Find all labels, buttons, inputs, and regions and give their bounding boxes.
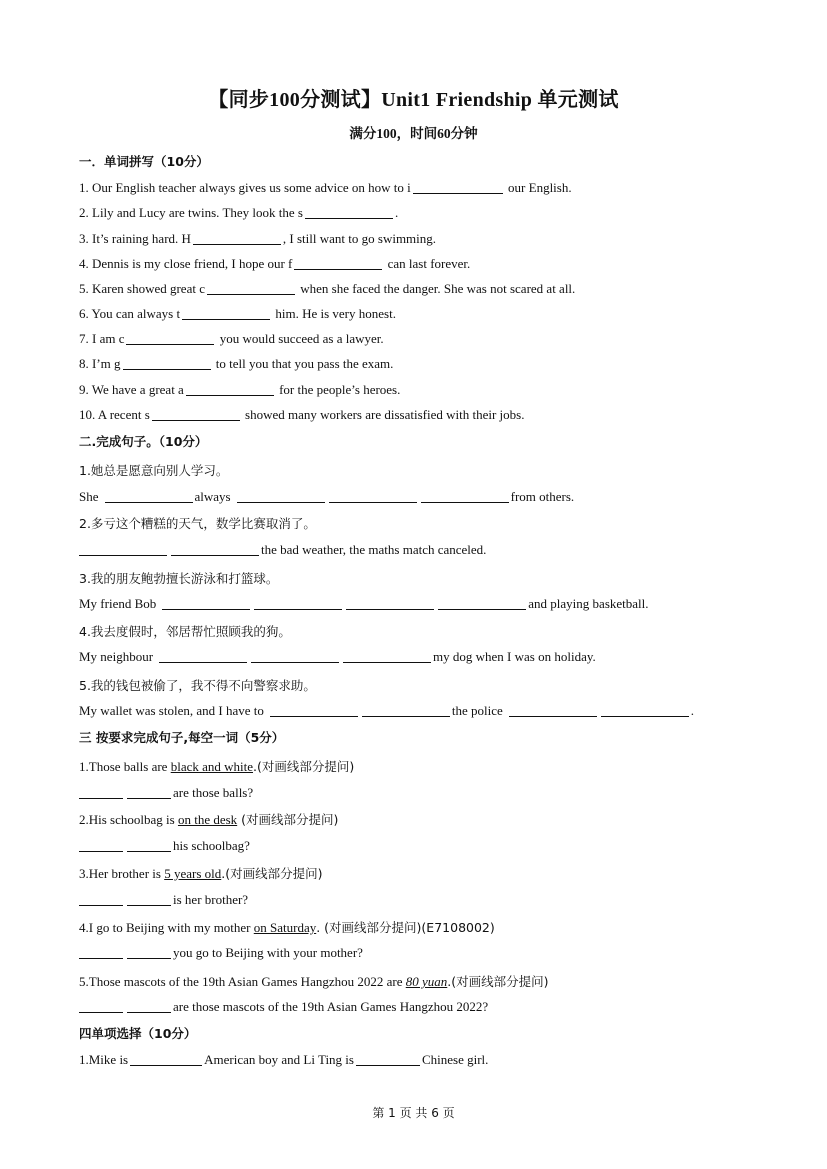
question-2-3 [79, 596, 649, 612]
question-2-4-chinese: 4.我去度假时，邻居帮忙照顾我的狗。 [79, 624, 291, 639]
answer-blank[interactable] [127, 785, 171, 799]
question-text: for the people’s heroes. [275, 382, 401, 397]
question-3-4 [79, 918, 495, 936]
question-text: . [690, 703, 694, 718]
answer-blank[interactable] [294, 256, 382, 270]
question-text: our English. [504, 180, 572, 195]
question-text: 1.Mike is [79, 1052, 129, 1067]
answer-blank[interactable] [413, 180, 503, 194]
question-text: 6. You can always t [79, 306, 181, 321]
answer-blank[interactable] [79, 892, 123, 906]
question-text: 3.Her brother is [79, 866, 165, 881]
question-2-3-chinese: 3.我的朋友鲍勃擅长游泳和打篮球。 [79, 571, 279, 586]
question-3-2 [79, 810, 338, 828]
question-2-1 [79, 489, 574, 505]
question-1-1 [79, 180, 572, 196]
section-heading-3: 三 按要求完成句子,每空一词（5分） [79, 730, 285, 745]
answer-3-2 [79, 838, 250, 854]
question-text: him. He is very honest. [272, 306, 396, 321]
question-text: when she faced the danger. She was not scared at all. [296, 281, 576, 296]
answer-blank[interactable] [237, 489, 325, 503]
question-text: and playing basketball. [528, 596, 649, 611]
section-heading-4: 四单项选择（10分） [79, 1026, 197, 1041]
question-instruction: .(对画线部分提问) [221, 866, 323, 881]
question-text: 2.His schoolbag is [79, 812, 178, 827]
question-text: 4. Dennis is my close friend, I hope our f [79, 256, 293, 271]
question-instruction: (对画线部分提问) [237, 812, 339, 827]
answer-3-3 [79, 892, 248, 908]
answer-blank[interactable] [79, 838, 123, 852]
answer-text: is her brother? [173, 892, 249, 907]
underlined-phrase: 5 years old [164, 866, 222, 881]
answer-blank[interactable] [421, 489, 509, 503]
underlined-phrase: black and white [170, 759, 254, 774]
question-1-5 [79, 281, 575, 297]
question-text: My friend Bob [79, 596, 157, 611]
question-text: 5. Karen showed great c [79, 281, 205, 296]
question-text: 10. A recent s [79, 407, 150, 422]
answer-blank[interactable] [126, 331, 214, 345]
page-title: 【同步100分测试】Unit1 Friendship 单元测试 [208, 89, 619, 111]
question-1-9 [79, 382, 400, 398]
question-text: American boy and Li Ting is [204, 1052, 354, 1067]
question-text: can last forever. [384, 256, 471, 271]
question-instruction: .(对画线部分提问) [253, 759, 355, 774]
answer-blank[interactable] [270, 703, 358, 717]
question-text: 1.Those balls are [79, 759, 171, 774]
question-text: you would succeed as a lawyer. [216, 331, 384, 346]
question-text: 9. We have a great a [79, 382, 184, 397]
answer-blank[interactable] [182, 306, 270, 320]
section-heading-2: 二.完成句子。（10分） [79, 434, 208, 449]
question-text: the police [451, 703, 503, 718]
question-text: showed many workers are dissatisfied with their jobs. [241, 407, 525, 422]
underlined-phrase: 80 yuan [405, 974, 448, 989]
question-1-7 [79, 331, 384, 347]
answer-blank[interactable] [127, 999, 171, 1013]
question-text: to tell you that you pass the exam. [212, 356, 394, 371]
question-3-1 [79, 757, 354, 775]
answer-blank[interactable] [152, 407, 240, 421]
answer-blank[interactable] [251, 649, 339, 663]
question-1-6 [79, 306, 396, 322]
answer-blank[interactable] [438, 596, 526, 610]
answer-blank[interactable] [127, 892, 171, 906]
answer-blank[interactable] [79, 542, 167, 556]
question-2-1-chinese: 1.她总是愿意向别人学习。 [79, 463, 229, 478]
question-text: 7. I am c [79, 331, 125, 346]
question-1-8 [79, 356, 393, 372]
question-text: Chinese girl. [421, 1052, 489, 1067]
answer-text: you go to Beijing with your mother? [173, 945, 363, 960]
question-text: My neighbour [79, 649, 154, 664]
question-text: 3. It’s raining hard. H [79, 231, 191, 246]
question-instruction: .(对画线部分提问) [447, 974, 549, 989]
answer-blank[interactable] [130, 1052, 202, 1066]
question-2-2 [79, 542, 486, 558]
question-3-5 [79, 972, 549, 990]
question-text: , I still want to go swimming. [282, 231, 437, 246]
answer-3-5 [79, 999, 488, 1015]
answer-text: are those balls? [173, 785, 254, 800]
answer-3-1 [79, 785, 253, 801]
question-2-2-chinese: 2.多亏这个糟糕的天气，数学比赛取消了。 [79, 516, 316, 531]
answer-blank[interactable] [105, 489, 193, 503]
answer-blank[interactable] [207, 281, 295, 295]
question-1-2 [79, 205, 398, 221]
question-text: . [394, 205, 399, 220]
answer-text: are those mascots of the 19th Asian Games Hangzhou 2022? [173, 999, 489, 1014]
answer-blank[interactable] [162, 596, 250, 610]
question-text: the bad weather, the maths match canceled. [261, 542, 487, 557]
page-footer: 第 1 页 共 6 页 [372, 1106, 455, 1120]
answer-blank[interactable] [159, 649, 247, 663]
answer-blank[interactable] [79, 999, 123, 1013]
answer-blank[interactable] [127, 945, 171, 959]
question-text: always [194, 489, 231, 504]
question-instruction: . (对画线部分提问)(E7108002) [316, 920, 495, 935]
question-text: My wallet was stolen, and I have to [79, 703, 264, 718]
question-4-1 [79, 1052, 488, 1068]
question-2-4 [79, 649, 596, 665]
answer-blank[interactable] [343, 649, 431, 663]
answer-blank[interactable] [79, 785, 123, 799]
question-1-3 [79, 231, 436, 247]
question-text: 5.Those mascots of the 19th Asian Games Hangzhou 2022 are [79, 974, 406, 989]
answer-3-4 [79, 945, 363, 961]
answer-blank[interactable] [329, 489, 417, 503]
question-text: 8. I’m g [79, 356, 121, 371]
answer-blank[interactable] [123, 356, 211, 370]
answer-blank[interactable] [356, 1052, 420, 1066]
answer-blank[interactable] [254, 596, 342, 610]
question-3-3 [79, 864, 322, 882]
question-text: my dog when I was on holiday. [433, 649, 596, 664]
underlined-phrase: on the desk [177, 812, 238, 827]
question-text: 1. Our English teacher always gives us some advice on how to i [79, 180, 411, 195]
section-heading-1: 一．单词拼写（10分） [79, 154, 209, 169]
answer-text: his schoolbag? [173, 838, 250, 853]
question-text: from others. [510, 489, 575, 504]
page-subtitle: 满分100，时间60分钟 [349, 126, 478, 141]
question-text: She [79, 489, 99, 504]
question-text: 4.I go to Beijing with my mother [79, 920, 254, 935]
answer-blank[interactable] [171, 542, 259, 556]
answer-blank[interactable] [127, 838, 171, 852]
question-1-4 [79, 256, 470, 272]
question-2-5 [79, 703, 694, 719]
answer-blank[interactable] [186, 382, 274, 396]
answer-blank[interactable] [509, 703, 597, 717]
question-2-5-chinese: 5.我的钱包被偷了，我不得不向警察求助。 [79, 678, 316, 693]
question-1-10 [79, 407, 524, 423]
answer-blank[interactable] [346, 596, 434, 610]
answer-blank[interactable] [362, 703, 450, 717]
answer-blank[interactable] [305, 205, 393, 219]
answer-blank[interactable] [79, 945, 123, 959]
answer-blank[interactable] [601, 703, 689, 717]
answer-blank[interactable] [193, 231, 281, 245]
question-text: 2. Lily and Lucy are twins. They look the s [79, 205, 303, 220]
underlined-phrase: on Saturday [253, 920, 317, 935]
